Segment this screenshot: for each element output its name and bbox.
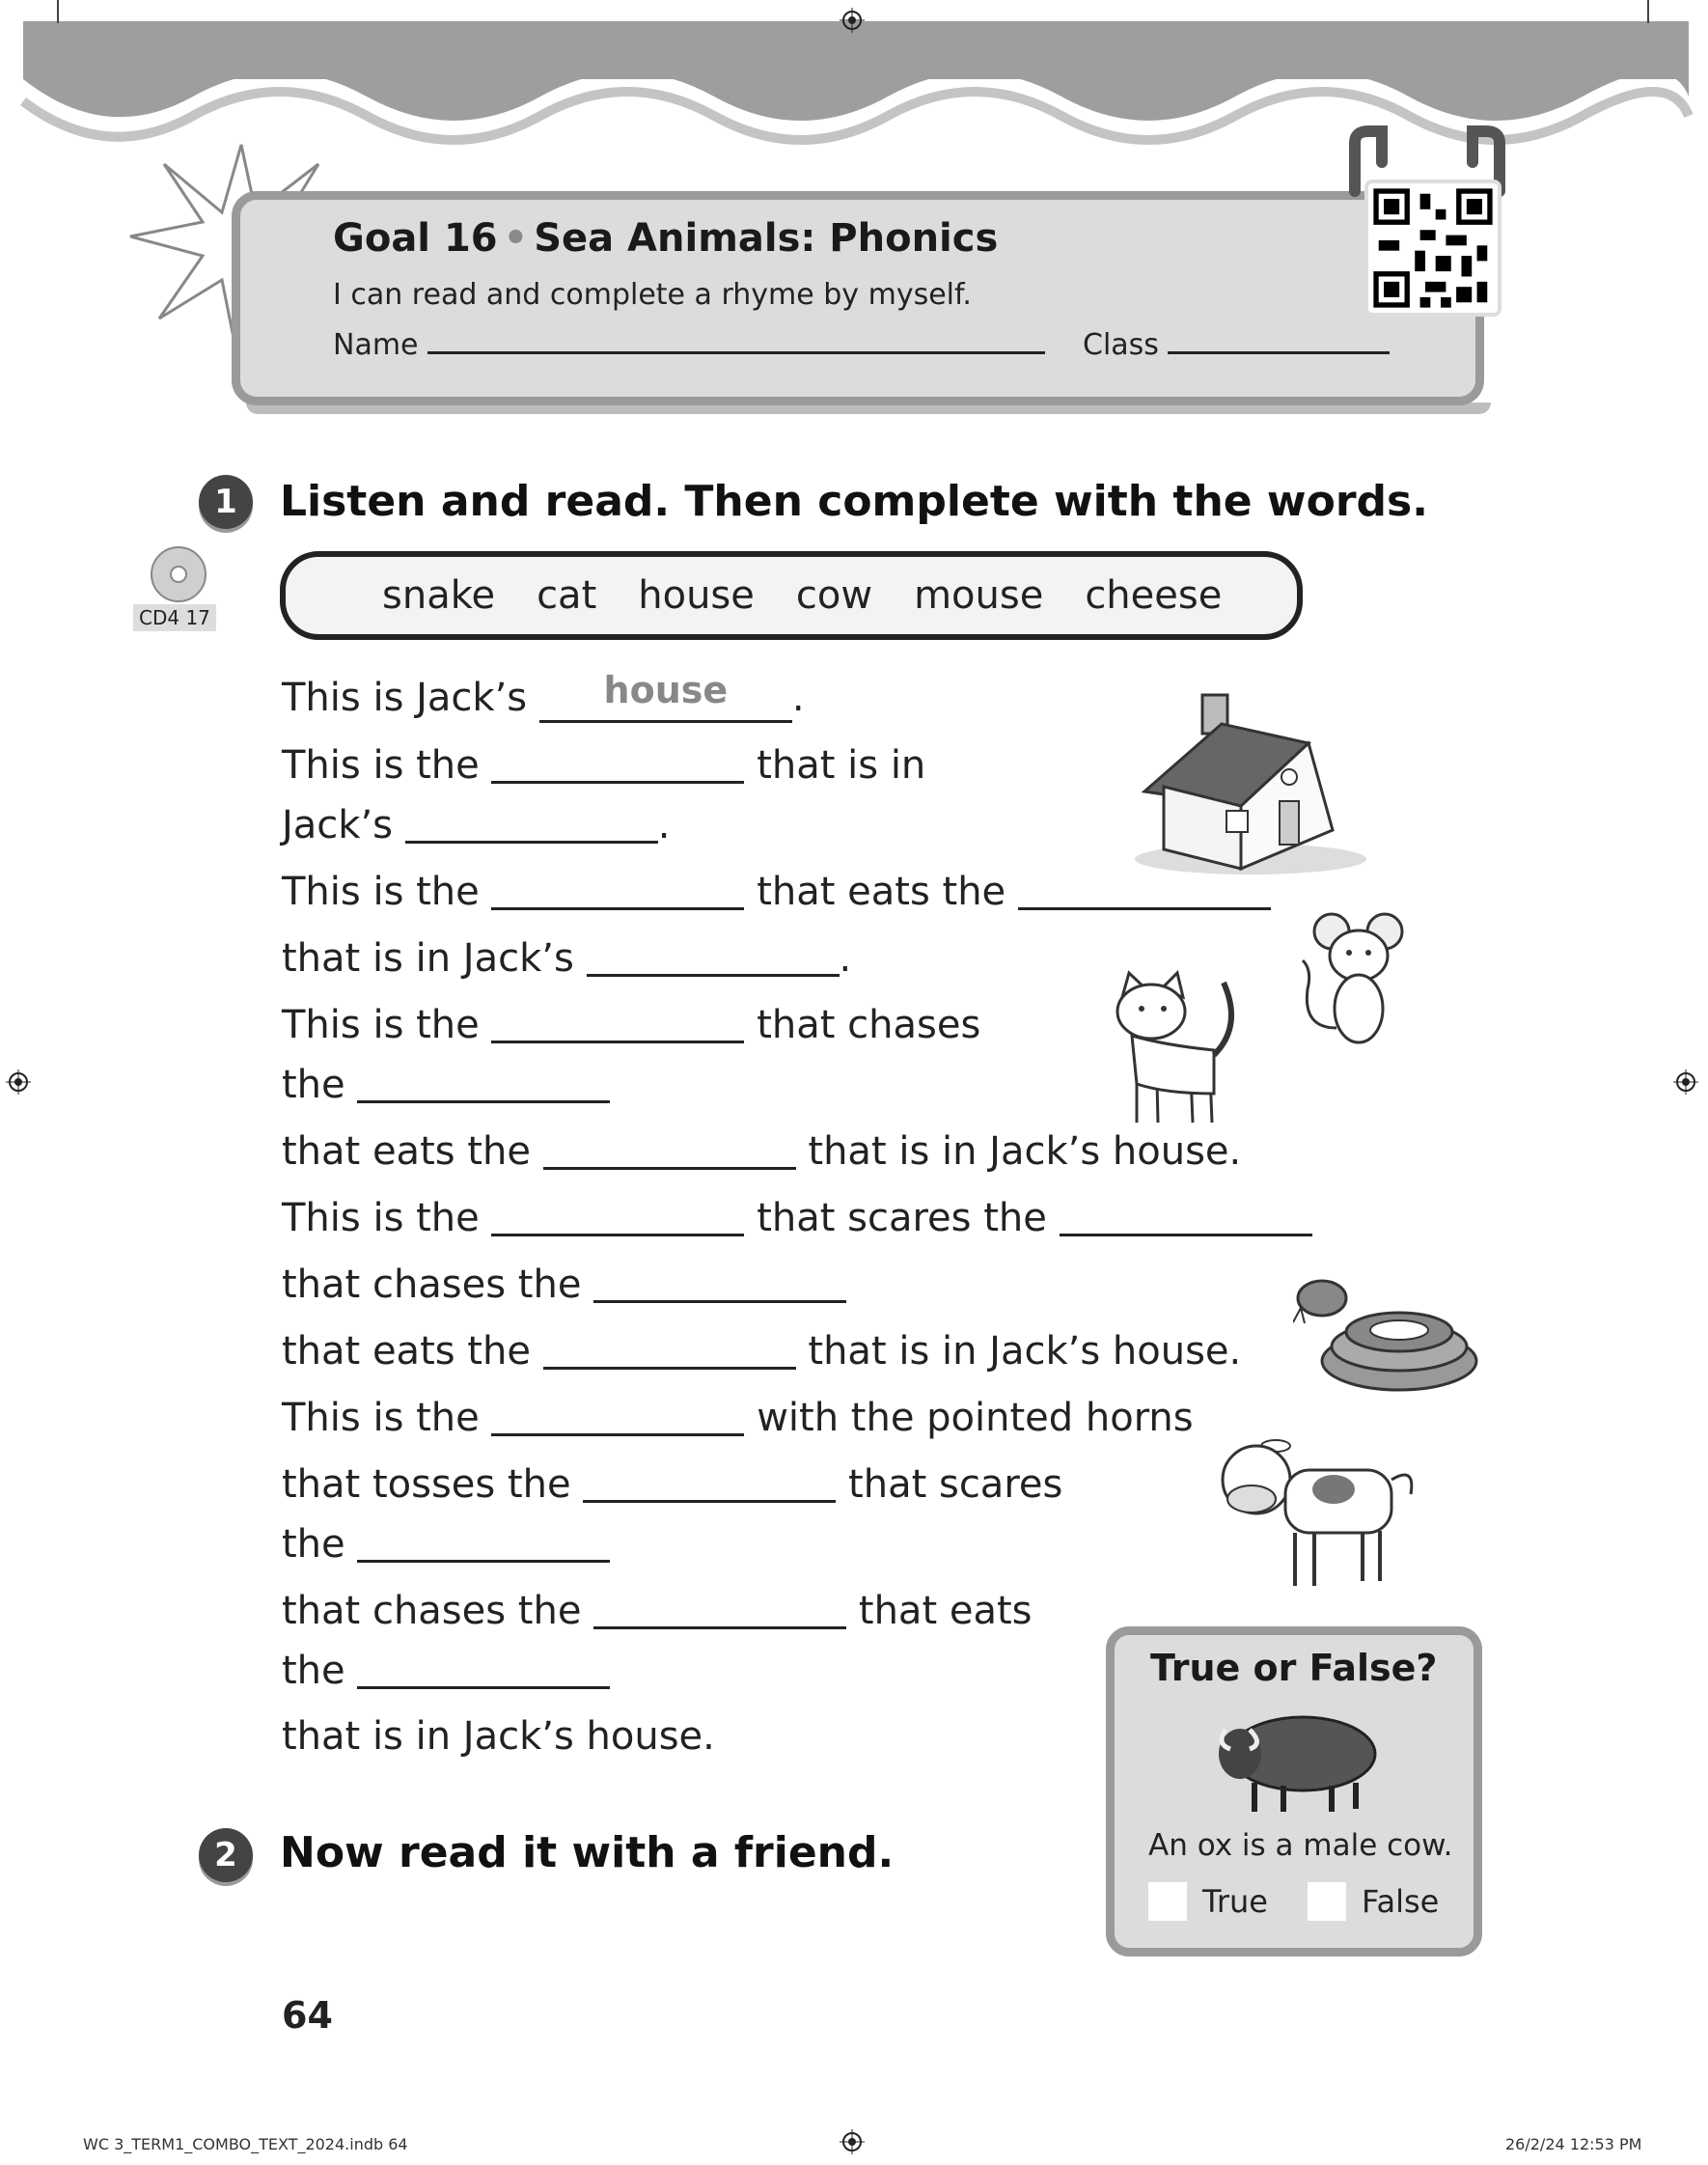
- class-line[interactable]: [1168, 351, 1390, 354]
- rhyme-text: that chases the: [282, 1589, 582, 1633]
- answer-blank[interactable]: [357, 1062, 610, 1103]
- false-checkbox[interactable]: [1308, 1882, 1346, 1921]
- answer-blank[interactable]: [491, 1395, 744, 1436]
- rhyme-text: the: [282, 1063, 345, 1107]
- name-line[interactable]: [427, 351, 1045, 354]
- rhyme-text: This is the: [282, 1196, 480, 1240]
- word-bank-item: cheese: [1085, 573, 1223, 618]
- rhyme-line: [282, 935, 851, 981]
- rhyme-line: [282, 1648, 610, 1693]
- cd-track-label: CD4 17: [133, 604, 216, 631]
- rhyme-text: that is in Jack’s house.: [808, 1329, 1242, 1374]
- qr-code-icon[interactable]: [1364, 180, 1501, 317]
- answer-blank[interactable]: [543, 1328, 796, 1370]
- option-false-label: False: [1362, 1883, 1440, 1920]
- rhyme-line: [282, 1395, 1194, 1440]
- rhyme-line: [282, 1262, 846, 1307]
- goal-number: Goal 16: [333, 216, 498, 261]
- answer-blank[interactable]: [357, 1521, 610, 1563]
- rhyme-line: [282, 1521, 610, 1567]
- answer-blank[interactable]: [1060, 1195, 1312, 1236]
- word-bank-item: mouse: [914, 573, 1044, 618]
- rhyme-text: that scares: [848, 1462, 1063, 1507]
- answer-blank[interactable]: [491, 869, 744, 910]
- rhyme-line: [282, 1461, 1062, 1507]
- registration-mark-icon: [6, 1069, 31, 1095]
- class-label: Class: [1083, 328, 1159, 362]
- true-false-statement: An ox is a male cow.: [1148, 1828, 1453, 1863]
- name-field[interactable]: [333, 328, 1045, 362]
- rhyme-text: This is the: [282, 870, 480, 914]
- rhyme-text: that is in Jack’s house.: [808, 1129, 1242, 1174]
- cow-illustration: [1218, 1427, 1430, 1596]
- rhyme-text: that is in Jack’s: [282, 936, 574, 981]
- rhyme-text: that scares the: [757, 1196, 1047, 1240]
- rhyme-line: [282, 1195, 1312, 1240]
- house-illustration: [1125, 685, 1376, 878]
- rhyme-text: that is in Jack’s house.: [282, 1714, 715, 1759]
- example-answer: house: [603, 669, 729, 711]
- rhyme-text: that chases: [757, 1003, 981, 1047]
- rhyme-line: [282, 1062, 610, 1107]
- answer-blank[interactable]: [491, 1002, 744, 1043]
- cat-illustration: [1108, 968, 1243, 1132]
- rhyme-text: .: [791, 676, 805, 720]
- rhyme-line: [282, 869, 1271, 914]
- rhyme-line: [282, 1002, 980, 1047]
- word-bank: [280, 551, 1303, 640]
- goal-topic: Sea Animals: Phonics: [534, 216, 999, 261]
- rhyme-text: that eats the: [282, 1329, 531, 1374]
- registration-mark-icon: [840, 8, 865, 33]
- rhyme-line: [282, 1588, 1032, 1633]
- rhyme-line: [282, 1328, 1241, 1374]
- option-true-label: True: [1202, 1883, 1268, 1920]
- rhyme-text: that tosses the: [282, 1462, 571, 1507]
- rhyme-text: This is the: [282, 1396, 480, 1440]
- registration-mark-icon: [840, 2129, 865, 2154]
- true-false-title: True or False?: [1150, 1647, 1438, 1689]
- snake-illustration: [1293, 1269, 1486, 1400]
- mouse-illustration: [1293, 912, 1419, 1057]
- footer-timestamp: 26/2/24 12:53 PM: [1505, 2135, 1642, 2153]
- rhyme-line: [282, 1714, 715, 1759]
- ox-illustration: [1206, 1701, 1380, 1817]
- rhyme-text: that eats the: [282, 1129, 531, 1174]
- rhyme-text: .: [839, 936, 852, 981]
- rhyme-text: .: [657, 803, 671, 847]
- true-checkbox[interactable]: [1148, 1882, 1187, 1921]
- goal-title: Goal 16 • Sea Animals: Phonics: [333, 216, 999, 261]
- rhyme-line: [282, 802, 670, 847]
- answer-blank[interactable]: [491, 742, 744, 784]
- word-bank-item: house: [638, 573, 755, 618]
- rhyme-text: the: [282, 1649, 345, 1693]
- word-bank-item: snake: [382, 573, 496, 618]
- word-bank-item: cat: [537, 573, 597, 618]
- rhyme-text: that chases the: [282, 1263, 582, 1307]
- word-bank-item: cow: [795, 573, 873, 618]
- rhyme-text: Jack’s: [282, 803, 394, 847]
- answer-blank[interactable]: [583, 1461, 836, 1503]
- rhyme-text: This is the: [282, 743, 480, 788]
- rhyme-text: that eats: [858, 1589, 1033, 1633]
- registration-mark-icon: [1673, 1069, 1698, 1095]
- rhyme-text: This is Jack’s: [282, 676, 528, 720]
- answer-blank[interactable]: [587, 935, 840, 977]
- activity-1-instruction: Listen and read. Then complete with the words.: [280, 477, 1428, 526]
- answer-blank[interactable]: [491, 1195, 744, 1236]
- rhyme-text: with the pointed horns: [757, 1396, 1194, 1440]
- option-false[interactable]: [1308, 1882, 1439, 1921]
- answer-blank[interactable]: [405, 802, 658, 844]
- rhyme-line: [282, 669, 805, 723]
- rhyme-line: [282, 1128, 1241, 1174]
- answer-blank[interactable]: [539, 669, 792, 723]
- goal-objective: I can read and complete a rhyme by myself.: [333, 278, 972, 312]
- rhyme-text: the: [282, 1522, 345, 1567]
- rhyme-text: that is in: [757, 743, 926, 788]
- rhyme-text: that eats the: [757, 870, 1006, 914]
- activity-1-badge: 1: [199, 475, 253, 529]
- footer-file-info: WC 3_TERM1_COMBO_TEXT_2024.indb 64: [83, 2135, 408, 2153]
- activity-2-badge: 2: [199, 1828, 253, 1882]
- option-true[interactable]: [1148, 1882, 1268, 1921]
- answer-blank[interactable]: [593, 1262, 846, 1303]
- answer-blank[interactable]: [593, 1588, 846, 1629]
- rhyme-line: [282, 742, 925, 788]
- answer-blank[interactable]: [357, 1648, 610, 1689]
- answer-blank[interactable]: [543, 1128, 796, 1170]
- rhyme-text: This is the: [282, 1003, 480, 1047]
- class-field[interactable]: [1083, 328, 1390, 362]
- page-number: 64: [282, 1994, 333, 2037]
- activity-2-instruction: Now read it with a friend.: [280, 1828, 895, 1877]
- name-label: Name: [333, 328, 419, 362]
